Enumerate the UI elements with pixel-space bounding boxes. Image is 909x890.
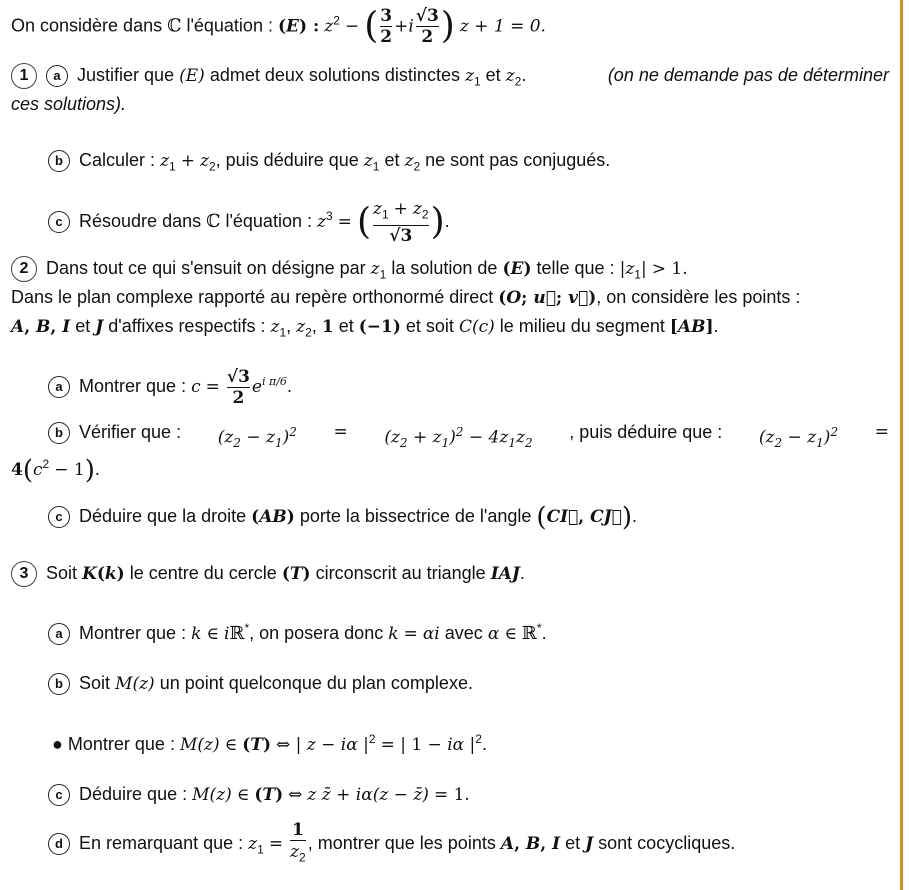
q2c-label: c [48, 506, 70, 528]
q3a-label: a [48, 623, 70, 645]
q3b-label: b [48, 673, 70, 695]
q1b-line: b Calculer : $z_1 + z_2$, puis déduire que $z_1$ et $z_2$ ne sont pas conjugués. [48, 148, 610, 179]
q2a-label: a [48, 376, 70, 398]
q1c-label: c [48, 211, 70, 233]
intro-line: On considère dans ℂ l'équation : (E) : $z^2$ − ( $\frac{3}{2}$ +i $\frac{√3}{2}$ ) z + 1 = 0. [11, 5, 546, 47]
q3-line1b: le centre du cercle [129, 563, 277, 583]
q2b-label: b [48, 422, 70, 444]
q1a-note-line2: ces solutions). [11, 94, 127, 114]
q2a-text1: Montrer que : [79, 376, 187, 396]
q3-line1a: Soit [46, 563, 78, 583]
right-margin-rule [900, 0, 903, 890]
q1a-label: a [46, 65, 68, 87]
q3d-text3: sont cocycliques. [598, 833, 736, 853]
q1b-text4: ne sont pas conjugués. [425, 150, 611, 170]
q3a-text3: avec [444, 623, 483, 643]
q2-line3b: et soit [405, 316, 454, 336]
q2c-line: c Déduire que la droite (AB) porte la bissectrice de l'angle (CI⃗, CJ⃗). [48, 504, 637, 529]
q3d-line: d En remarquant que : $z_1$ = $\frac{1}{z_2}$ , montrer que les points A, B, I et J sont cocycliques. [48, 820, 735, 873]
intro-equation-tail: z + 1 = 0. [459, 16, 546, 37]
q3a-text2: , on posera donc [249, 623, 384, 643]
q2b-text2: , puis déduire que : [569, 422, 723, 442]
q3-line1c: circonscrit au triangle [315, 563, 486, 583]
q2a-line: a Montrer que : c = $\frac{√3}{2}$ $e^{i \pi/6}$. [48, 360, 292, 409]
q2-line2: Dans le plan complexe rapporté au repère orthonormé direct (O; u⃗; v⃗), on considère les points : [11, 287, 801, 308]
q1c-text1: Résoudre dans [79, 211, 202, 231]
q3b-line: b Soit M(z) un point quelconque du plan complexe. [48, 671, 473, 696]
q2-line3: A, B, I et J d'affixes respectifs : $z_1$, $z_2$, 1 et (−1) et soit C(c) le milieu du segment [AB]. [11, 316, 719, 340]
q2-line3a: d'affixes respectifs : [108, 316, 266, 336]
q2-line1b: la solution de [391, 258, 498, 278]
q2c-text1: Déduire que la droite [79, 506, 247, 526]
q1a-text1: Justifier que [77, 65, 175, 85]
q3b-text1: Soit [79, 673, 111, 693]
q3c-line: c Déduire que : M(z) ∈ (T) ⇔ z z̄ + iα(z − z̄) = 1. [48, 782, 470, 807]
q3d-text1: En remarquant que : [79, 833, 244, 853]
q3b-text2: un point quelconque du plan complexe. [159, 673, 473, 693]
q1b-text3: et [384, 150, 400, 170]
q3-line1: 3 Soit K(k) le centre du cercle (T) circonscrit au triangle IAJ. [11, 561, 525, 587]
q2b-line-cont: $4(c^2 - 1)$. [11, 455, 100, 486]
q1a-line: 1 a Justifier que (E) admet deux solutions distinctes $z_1$ et $z_2$. (on ne demande pas de déterminer [11, 63, 889, 94]
q1a-note-line1: (on ne demande pas de déterminer [607, 65, 889, 85]
question-number-3: 3 [11, 561, 37, 587]
q3d-text2: , montrer que les points [307, 833, 496, 853]
q3a-text1: Montrer que : [79, 623, 187, 643]
q3-bullet-text1: Montrer que : [67, 734, 175, 754]
q2-line2a: Dans le plan complexe rapporté au repère orthonormé direct [11, 287, 494, 307]
q1a-text3: et [485, 65, 501, 85]
q3a-line: a Montrer que : k ∈ iℝ*, on posera donc k = αi avec α ∈ ℝ*. [48, 616, 547, 646]
question-number-1: 1 [11, 63, 37, 89]
q2-line3c: le milieu du segment [499, 316, 665, 336]
q2-line1: 2 Dans tout ce qui s'ensuit on désigne par $z_1$ la solution de (E) telle que : $|z_1| > 1$. [11, 256, 688, 287]
q2c-text2: porte la bissectrice de l'angle [299, 506, 532, 526]
intro-lead: On considère dans [11, 15, 163, 36]
q2-line2b: , on considère les points : [596, 287, 801, 307]
q3c-label: c [48, 784, 70, 806]
q2-line1c: telle que : [536, 258, 615, 278]
bullet-icon: ● [52, 734, 63, 754]
q3d-label: d [48, 833, 70, 855]
q2b-line: b Vérifier que : $(z_2 - z_1)^2$ = $(z_2 + z_1)^2 - 4z_1z_2$ , puis déduire que : $(z_2 - z_1)^2$ = [11, 420, 889, 455]
q3c-text1: Déduire que : [79, 784, 188, 804]
q1c-line: c Résoudre dans ℂ l'équation : $z^3$ = ( $\frac{z_1 + z_2}{√3}$ ). [48, 196, 450, 246]
q1a-text2: admet deux solutions distinctes [209, 65, 460, 85]
question-number-2: 2 [11, 256, 37, 282]
q1b-text1: Calculer : [79, 150, 156, 170]
q1b-text2: , puis déduire que [215, 150, 359, 170]
q2b-text1: Vérifier que : [79, 422, 182, 442]
q1b-label: b [48, 150, 70, 172]
q3-bullet-line: ● Montrer que : M(z) ∈ (T) ⇔ | z − iα $|^2$ = | 1 − iα $|^2$. [52, 732, 487, 755]
q1c-text2: l'équation : [225, 211, 312, 231]
q2-line1a: Dans tout ce qui s'ensuit on désigne par [46, 258, 366, 278]
intro-mid: l'équation : [186, 15, 273, 36]
